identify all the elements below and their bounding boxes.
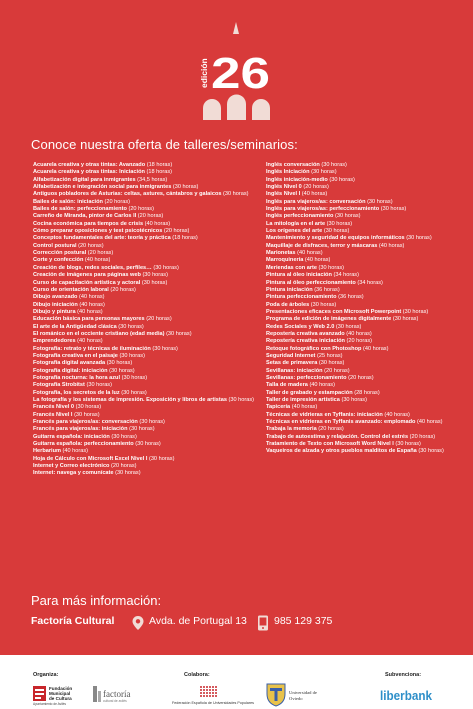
course-name: Presentaciones eficaces con Microsoft Powerpoint xyxy=(266,308,402,315)
course-hours: (30 horas) xyxy=(152,345,178,352)
course-name: Inglés perfeccionamiento xyxy=(266,213,334,220)
course-item xyxy=(33,221,258,228)
course-item xyxy=(266,169,466,176)
course-item xyxy=(33,397,258,404)
course-hours: (20 horas) xyxy=(110,286,136,293)
course-item xyxy=(33,463,258,470)
course-name: Dibujo iniciación xyxy=(33,301,78,308)
colabora-label: Colabora: xyxy=(184,672,210,678)
course-name: Alfabetización digital para inmigrantes xyxy=(33,176,136,183)
course-item xyxy=(33,169,258,176)
course-hours: (30 horas) xyxy=(318,360,345,367)
course-hours: (30 horas) xyxy=(166,330,192,337)
course-name: Seguridad Internet xyxy=(266,352,316,359)
course-item xyxy=(266,294,466,301)
course-name: Fotografía, los secretos de la luz xyxy=(33,389,120,396)
factoria-cultural-logo xyxy=(93,682,139,706)
fundacion-line-1: Fundación xyxy=(49,686,73,691)
course-item xyxy=(33,287,258,294)
course-hours: (30 horas) xyxy=(135,441,161,448)
course-item xyxy=(33,184,258,191)
course-name: Meriendas con arte xyxy=(266,264,317,271)
course-item xyxy=(266,419,466,426)
course-hours: (40 horas) xyxy=(77,308,103,315)
course-item xyxy=(33,302,258,309)
course-name: Cocina económica para tiempos de crisis xyxy=(33,220,144,227)
course-item xyxy=(266,397,466,404)
edition-badge-icon xyxy=(0,0,473,125)
course-name: Francés para viajeros/as: iniciación xyxy=(33,426,128,433)
course-name: Sevillanas: iniciación xyxy=(266,367,323,374)
course-hours: (20 horas) xyxy=(163,228,190,235)
fundacion-municipal-logo xyxy=(33,684,83,706)
course-name: Fotografía digital: iniciación xyxy=(33,367,108,374)
course-name: Inglés Nivel 0 xyxy=(266,184,302,191)
course-hours: (36 horas) xyxy=(338,294,364,301)
course-name: Fotografía Strobitst xyxy=(33,382,85,389)
location-pin-icon xyxy=(131,615,145,631)
course-item xyxy=(33,309,258,316)
course-item xyxy=(33,404,258,411)
course-hours: (30 horas) xyxy=(111,433,137,440)
course-hours: (40 horas) xyxy=(79,294,105,301)
course-item xyxy=(33,265,258,272)
course-hours: (30 horas) xyxy=(141,279,168,286)
course-list-right xyxy=(266,162,466,456)
edition-label: edición xyxy=(199,58,209,88)
course-hours: (40 horas) xyxy=(79,301,105,308)
course-name: Tapicería xyxy=(266,404,291,411)
course-name: Técnicas en vidrieras en Tyffanis avanzado: emplomado xyxy=(266,419,416,426)
course-name: Educación básica para personas mayores xyxy=(33,316,145,323)
course-name: Técnicas de vidrieras en Tyffanis: iniciación xyxy=(266,411,383,418)
course-name: Repostería creativa iniciación xyxy=(266,338,345,345)
course-name: Trabaja la memoria xyxy=(266,426,317,433)
course-item xyxy=(266,206,466,213)
course-item xyxy=(266,368,466,375)
course-hours: (20 horas) xyxy=(318,426,344,433)
course-item xyxy=(266,177,466,184)
course-hours: (30 horas) xyxy=(311,169,337,176)
course-item xyxy=(266,257,466,264)
course-item xyxy=(33,441,258,448)
course-item xyxy=(266,412,466,419)
course-name: Talla de madera xyxy=(266,382,308,389)
course-hours: (40 horas) xyxy=(291,404,318,411)
course-hours: (30 horas) xyxy=(119,352,145,359)
liberbank-logo xyxy=(380,684,436,706)
course-hours: (34 horas) xyxy=(333,272,359,279)
course-item xyxy=(266,162,466,169)
course-item xyxy=(266,353,466,360)
course-hours: (40 horas) xyxy=(144,220,171,227)
course-name: Maquillaje de disfraces, terror y máscaras xyxy=(266,242,378,249)
course-item xyxy=(33,213,258,220)
course-item xyxy=(33,426,258,433)
address: Avda. de Portugal 13 xyxy=(149,615,247,627)
course-name: Alfabetización e integración social para inmigrantes xyxy=(33,184,172,191)
course-name: Programa de edición de imágenes digitalmente xyxy=(266,316,392,323)
course-hours: (30 horas) xyxy=(392,316,419,323)
course-item xyxy=(33,199,258,206)
phone-number: 985 129 375 xyxy=(274,615,333,627)
course-name: Control postural xyxy=(33,242,77,249)
course-name: Cómo preparar oposiciones y test psicotécnicos xyxy=(33,228,163,235)
course-hours: (20 horas) xyxy=(111,463,137,470)
course-hours: (30 horas) xyxy=(310,301,337,308)
course-name: Setas de primavera xyxy=(266,360,318,367)
course-item xyxy=(266,184,466,191)
course-name: Herbarium xyxy=(33,448,61,455)
course-item xyxy=(33,412,258,419)
course-hours: (36 horas) xyxy=(314,286,340,293)
course-item xyxy=(33,434,258,441)
course-item xyxy=(33,470,258,477)
course-hours: (20 horas) xyxy=(104,198,131,205)
course-name: Fotografía creativa en el paisaje xyxy=(33,352,118,359)
course-item xyxy=(266,265,466,272)
course-hours: (30 horas) xyxy=(321,162,347,168)
course-hours: (20 horas) xyxy=(128,206,154,213)
course-hours: (30 horas) xyxy=(139,419,165,426)
course-name: Repostería creativa avanzado xyxy=(266,330,345,337)
course-hours: (30 horas) xyxy=(323,228,350,235)
factoria-line-2: cultural de avilés xyxy=(103,699,127,703)
course-hours: (40 horas) xyxy=(84,257,111,264)
course-name: Dibujo y pintura xyxy=(33,308,76,315)
course-name: Sevillanas: perfeccionamiento xyxy=(266,374,347,381)
course-hours: (30 horas) xyxy=(153,264,179,271)
course-name: Guitarra española: perfeccionamiento xyxy=(33,441,134,448)
phone-icon xyxy=(257,615,269,631)
course-item xyxy=(266,360,466,367)
course-name: Fotografía: retrato y técnicas de iluminación xyxy=(33,345,151,352)
liberbank-text: liberbank xyxy=(380,688,433,703)
course-name: Inglés para viajeros/as: conversación xyxy=(266,198,366,205)
course-hours: (40 horas) xyxy=(346,330,372,337)
course-name: Internet: navega y comunícate xyxy=(33,470,114,477)
course-item xyxy=(33,294,258,301)
course-hours: (40 horas) xyxy=(297,250,323,257)
course-name: Dibujo avanzado xyxy=(33,294,78,301)
course-hours: (40 horas) xyxy=(384,411,410,418)
course-item xyxy=(266,250,466,257)
course-item xyxy=(266,441,466,448)
course-hours: (30 horas) xyxy=(367,198,393,205)
organiza-label: Organiza: xyxy=(33,672,59,678)
course-hours: (40 horas) xyxy=(378,242,405,249)
course-name: Inglés iniciación-medio xyxy=(266,176,328,183)
course-name: Taller de impresión artística xyxy=(266,397,340,403)
course-name: Marroquinería xyxy=(266,257,304,264)
course-list-left xyxy=(33,162,258,478)
course-item xyxy=(266,287,466,294)
course-name: Guitarra española: iniciación xyxy=(33,433,110,440)
course-hours: (40 horas) xyxy=(417,419,443,426)
factoria-line-1: factoría xyxy=(103,689,131,699)
course-item xyxy=(33,162,258,169)
course-hours: (30 horas) xyxy=(380,206,407,213)
course-hours: (18 horas) xyxy=(146,162,173,168)
course-hours: (40 horas) xyxy=(309,382,335,389)
course-name: Fotografía nocturna: la hora azul xyxy=(33,374,121,381)
course-name: El arte de la Antigüedad clásica xyxy=(33,323,117,330)
course-item xyxy=(266,191,466,198)
course-hours: (40 horas) xyxy=(304,257,331,264)
course-item xyxy=(266,434,466,441)
course-hours: (30 horas) xyxy=(402,308,429,315)
course-item xyxy=(266,426,466,433)
course-hours: (34,5 horas) xyxy=(137,176,168,183)
course-hours: (30 horas) xyxy=(75,404,102,411)
course-hours: (20 horas) xyxy=(346,338,373,345)
fundacion-line-3: de Cultura xyxy=(49,696,72,701)
course-name: Poda de árboles xyxy=(266,301,310,308)
course-item xyxy=(33,228,258,235)
course-name: El románico en el occiente cristiano (edad media) xyxy=(33,330,165,337)
course-hours: (30 horas) xyxy=(418,448,444,455)
course-hours: (28 horas) xyxy=(354,389,380,396)
course-name: Curso de capacitación artística y actoral xyxy=(33,279,141,286)
course-hours: (40 horas) xyxy=(77,338,103,345)
course-name: Redes Sociales y Web 2.0 xyxy=(266,323,335,330)
course-hours: (30 horas) xyxy=(335,323,362,330)
course-hours: (20 horas) xyxy=(348,374,374,381)
course-hours: (30 horas) xyxy=(172,184,199,191)
course-name: Bailes de salón: perfeccionamiento xyxy=(33,206,127,213)
course-hours: (30 horas) xyxy=(121,374,148,381)
info-label: Para más información: xyxy=(31,593,162,608)
course-hours: (40 horas) xyxy=(62,448,89,455)
course-name: Antiguos pobladores de Asturias: celtas, astures, cántabros y galaicos xyxy=(33,191,222,198)
course-item xyxy=(33,191,258,198)
course-hours: (30 horas) xyxy=(121,389,147,396)
course-item xyxy=(33,448,258,455)
course-name: Francés Nivel 0 xyxy=(33,404,75,411)
universidad-line-2: Oviedo xyxy=(289,696,303,701)
course-item xyxy=(33,368,258,375)
course-item xyxy=(266,272,466,279)
course-name: La mitología en el arte xyxy=(266,220,326,227)
course-hours: (25 horas) xyxy=(316,352,343,359)
universidad-oviedo-logo xyxy=(264,681,328,707)
course-hours: (18 horas) xyxy=(172,235,198,242)
course-name: Conceptos fundamentales del arte: teoría y práctica xyxy=(33,235,171,242)
course-item xyxy=(266,331,466,338)
course-hours: (30 horas) xyxy=(106,360,133,367)
course-item xyxy=(33,346,258,353)
course-item xyxy=(266,390,466,397)
course-item xyxy=(266,324,466,331)
course-item xyxy=(33,250,258,257)
course-item xyxy=(266,221,466,228)
course-name: Curso de orientación laboral xyxy=(33,286,109,293)
course-item xyxy=(33,382,258,389)
course-name: Pintura perfeccionamiento xyxy=(266,294,337,301)
course-item xyxy=(266,382,466,389)
course-hours: (30 horas) xyxy=(74,411,100,418)
course-name: Bailes de salón: iniciación xyxy=(33,198,103,205)
course-item xyxy=(266,346,466,353)
course-item xyxy=(33,419,258,426)
course-name: Pintura al óleo iniciación xyxy=(266,272,332,279)
course-name: Creación de imágenes para páginas web xyxy=(33,272,141,279)
course-hours: (30 horas) xyxy=(228,397,255,403)
course-hours: (30 horas) xyxy=(129,426,155,433)
course-name: Trabajo de autoestima y relajación. Control del estrés xyxy=(266,433,409,440)
course-hours: (20 horas) xyxy=(87,250,114,257)
course-item xyxy=(266,243,466,250)
course-name: Fotografía digital avanzada xyxy=(33,360,106,367)
course-item xyxy=(266,199,466,206)
course-item xyxy=(33,243,258,250)
course-item xyxy=(33,353,258,360)
course-hours: (20 horas) xyxy=(137,213,164,220)
course-name: Emprendedores xyxy=(33,338,76,345)
course-name: Creación de blogs, redes sociales, perfiles… xyxy=(33,264,152,271)
course-item xyxy=(266,448,466,455)
course-name: La fotografía y los sistemas de impresión. Exposición y libros de artistas xyxy=(33,397,227,403)
course-item xyxy=(266,213,466,220)
course-item xyxy=(33,272,258,279)
course-name: Pintura al óleo perfeccionamiento xyxy=(266,279,356,286)
contact-row xyxy=(31,615,451,631)
federacion-text: Federación Española de Universidades Populares xyxy=(172,701,254,705)
course-item xyxy=(33,375,258,382)
course-item xyxy=(33,331,258,338)
course-item xyxy=(33,206,258,213)
course-name: Marionetas xyxy=(266,250,296,257)
course-name: Francés Nivel I xyxy=(33,411,73,418)
course-item xyxy=(33,257,258,264)
course-item xyxy=(266,375,466,382)
course-hours: (30 horas) xyxy=(326,220,353,227)
course-hours: (20 horas) xyxy=(324,367,350,374)
sponsors-footer xyxy=(0,655,473,709)
course-hours: (30 horas) xyxy=(86,382,112,389)
course-item xyxy=(33,235,258,242)
course-name: Los orígenes del arte xyxy=(266,228,323,235)
course-hours: (30 horas) xyxy=(142,272,168,279)
course-hours: (40 horas) xyxy=(362,345,389,352)
course-item xyxy=(33,324,258,331)
course-item xyxy=(266,309,466,316)
course-hours: (30 horas) xyxy=(148,455,175,462)
course-item xyxy=(266,280,466,287)
course-hours: (30 horas) xyxy=(335,213,361,220)
course-item xyxy=(266,404,466,411)
course-hours: (34 horas) xyxy=(357,279,383,286)
course-name: Vaqueiros de alzada y otros pueblos malditos de España xyxy=(266,448,417,455)
course-item xyxy=(266,316,466,323)
course-hours: (20 horas) xyxy=(303,184,329,191)
fundacion-line-4: Ayuntamiento de Avilés xyxy=(33,702,67,706)
course-hours: (20 horas) xyxy=(78,242,104,249)
course-name: Acuarela creativa y otras tintas: Iniciación xyxy=(33,169,145,176)
course-item xyxy=(266,228,466,235)
course-item xyxy=(33,177,258,184)
course-hours: (30 horas) xyxy=(406,235,432,242)
course-name: Pintura iniciación xyxy=(266,286,313,293)
course-hours: (30 horas) xyxy=(318,264,345,271)
course-hours: (30 horas) xyxy=(118,323,144,330)
course-name: Hoja de Cálculo con Microsoft Excel Nivel I xyxy=(33,455,148,462)
course-name: Inglés Iniciación xyxy=(266,169,310,176)
course-name: Retoque fotográfico con Photoshop xyxy=(266,345,362,352)
universidad-line-1: Universidad de xyxy=(289,690,317,695)
course-name: Corte y confección xyxy=(33,257,84,264)
course-name: Francés para viajeros/as: conversación xyxy=(33,419,138,426)
course-name: Taller de grabado y estampación xyxy=(266,389,353,396)
venue-name: Factoría Cultural xyxy=(31,615,115,627)
course-item xyxy=(33,338,258,345)
course-name: Acuarela creativa y otras tintas: Avanzado xyxy=(33,162,146,168)
course-item xyxy=(33,280,258,287)
course-item xyxy=(33,456,258,463)
course-name: Inglés Nivel I xyxy=(266,191,301,198)
course-item xyxy=(33,360,258,367)
course-item xyxy=(266,338,466,345)
fundacion-line-2: Municipal xyxy=(49,691,71,696)
course-name: Tratamiento de Texto con Microsoft Word Nivel I xyxy=(266,441,394,448)
course-hours: (18 horas) xyxy=(146,169,172,176)
course-name: Corrección postural xyxy=(33,250,87,257)
course-hours: (30 horas) xyxy=(115,470,141,477)
course-name: Carreño de Miranda, pintor de Carlos II xyxy=(33,213,137,220)
course-name: Mantenimiento y seguridad de equipos informáticos xyxy=(266,235,405,242)
course-item xyxy=(266,302,466,309)
course-hours: (20 horas) xyxy=(409,433,436,440)
course-name: Inglés conversación xyxy=(266,162,320,168)
course-hours: (30 horas) xyxy=(395,441,421,448)
edition-number: 26 xyxy=(211,49,270,98)
course-hours: (40 horas) xyxy=(301,191,328,198)
course-item xyxy=(266,235,466,242)
course-hours: (30 horas) xyxy=(223,191,249,198)
course-hours: (30 horas) xyxy=(329,176,355,183)
course-name: Internet y Correo electrónico xyxy=(33,463,110,470)
course-name: Inglés para viajeros/as: perfeccionamiento xyxy=(266,206,380,213)
page-heading: Conoce nuestra oferta de talleres/seminarios: xyxy=(31,137,298,152)
subvenciona-label: Subvenciona: xyxy=(385,672,422,678)
course-item xyxy=(33,316,258,323)
course-hours: (20 horas) xyxy=(146,316,172,323)
course-hours: (30 horas) xyxy=(109,367,135,374)
course-item xyxy=(33,390,258,397)
federacion-universidades-populares-logo xyxy=(172,684,254,706)
course-hours: (30 horas) xyxy=(341,397,367,403)
